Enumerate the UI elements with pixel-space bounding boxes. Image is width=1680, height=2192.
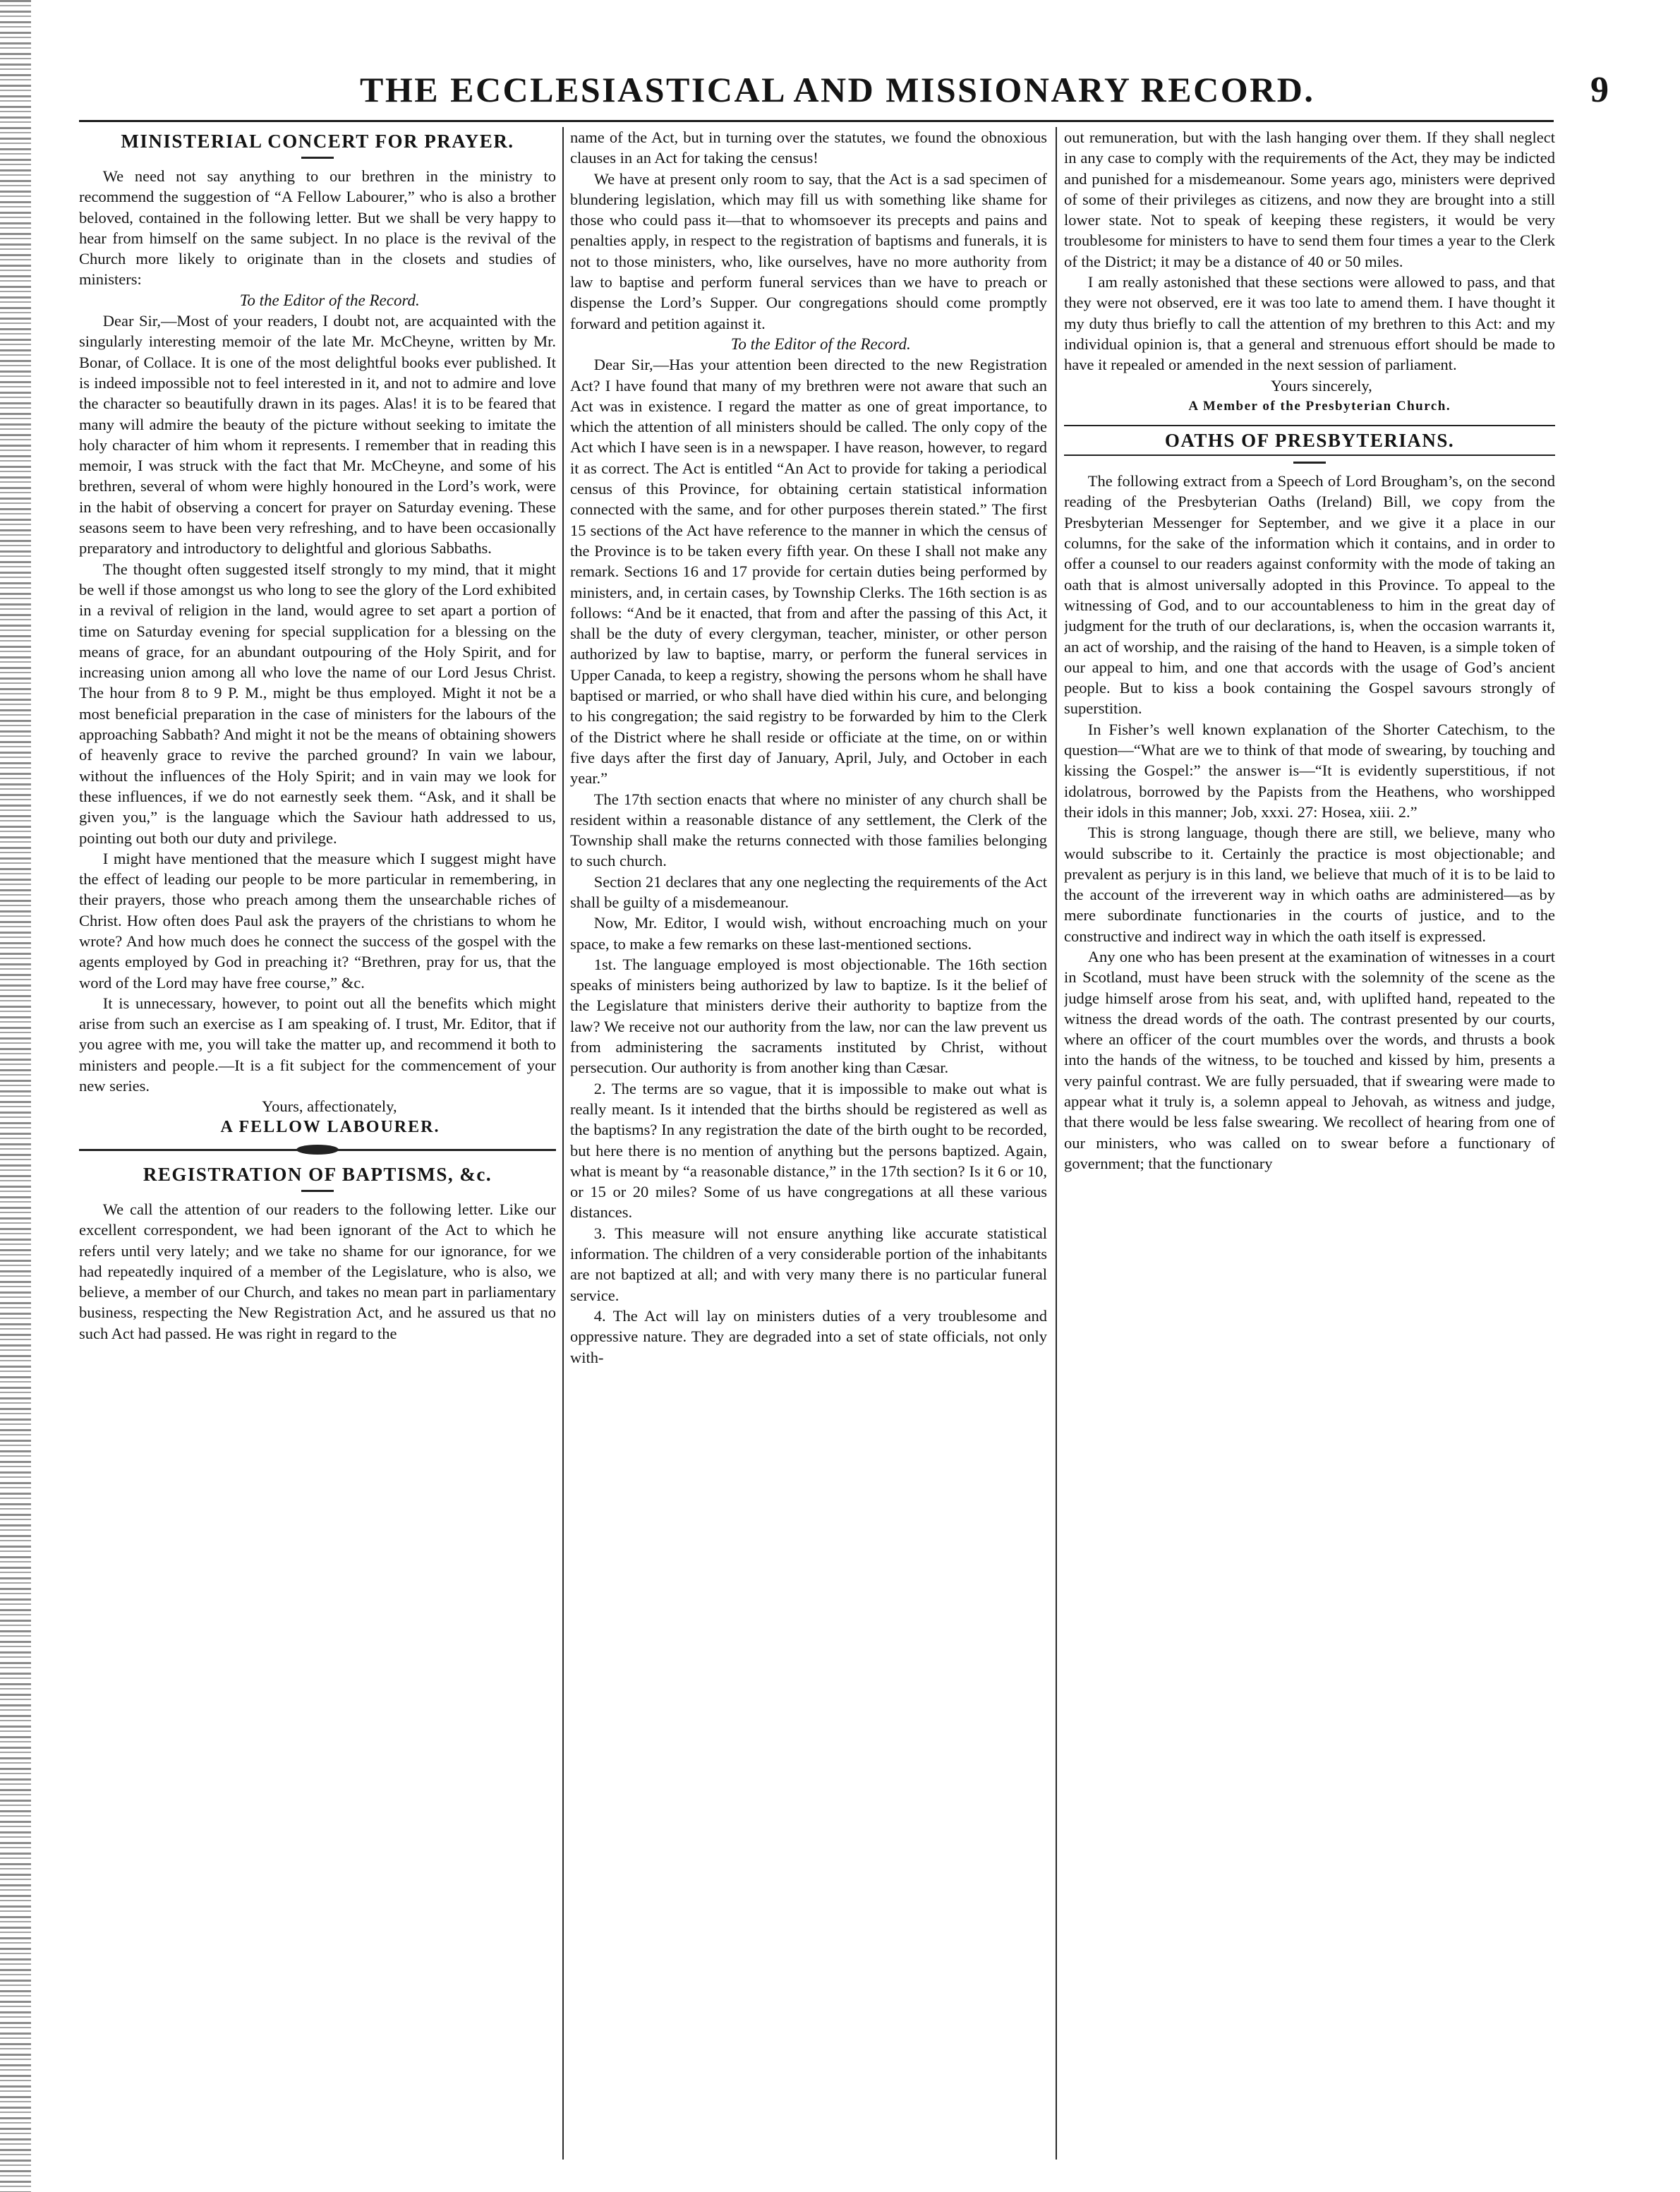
column-3 bbox=[1064, 127, 1555, 1174]
paragraph: 4. The Act will lay on ministers duties of a very troublesome and oppressive nature. They are degraded into a set of state officials, not only with- bbox=[570, 1306, 1047, 1366]
paragraph: Dear Sir,—Most of your readers, I doubt not, are acquainted with the singularly interesting memoir of the late Mr. McCheyne, written by Mr. Bonar, of Collace. It is one of the most delightful books ever published. It is indeed impossible not to feel interested in it, and not to admire and love the character so beautifully drawn in its pages. Alas! it is to be feared that many will admire the beauty of the picture without seeking to imitate the holy character of him whom it represents. I remember that in reading this memoir, I was struck with the fact that Mr. McCheyne, and some of his brethren, several of whom were highly honoured in the Lord’s work, were in the habit of observing a concert for prayer on Saturday evening. These seasons seem to have been very refreshing, and to have been occasionally preparatory and introductory to delightful and glorious Sabbaths. bbox=[79, 312, 556, 558]
heading-dash bbox=[301, 157, 334, 159]
paragraph: The thought often suggested itself strongly to my mind, that it might be well if those amongst us who long to see the glory of the Lord exhibited in a revival of religion in the land, would agree to set apart a portion of time on Saturday evening for special supplication for a blessing on the means of grace, for an abundant outpouring of the Holy Spirit, and for increasing union among all who love the name of our Lord Jesus Christ. The hour from 8 to 9 P. M., might be thus employed. Might it not be a most beneficial preparation in the case of ministers for the labours of the approaching Sabbath? And might it not be the means of obtaining showers of heavenly grace to revive the parched ground? In vain we labour, without the influences of the Holy Spirit; and in vain may we look for these influences, if we do not earnestly seek them. “Ask, and it shall be given you,” is the language which the Saviour hath addressed to us, pointing out both our duty and privilege. bbox=[79, 560, 556, 847]
letter-closing: Yours sincerely, bbox=[1271, 376, 1372, 395]
letter-address: To the Editor of the Record. bbox=[239, 291, 420, 309]
heading-dash bbox=[301, 1190, 334, 1192]
article-heading: MINISTERIAL CONCERT FOR PRAYER. bbox=[121, 131, 514, 152]
paragraph: This is strong language, though there are still, we believe, many who would subscribe to it. Certainly the practice is most objectionable; and prevalent as perjury is in this land, we believe that much of it is to be laid to the account of the irreverent way in which oaths are administered—as by mere subordinate functionaries in the courts of justice, and to the constructive and indirect way in which the oath itself is expressed. bbox=[1064, 824, 1555, 945]
paragraph: I might have mentioned that the measure which I suggest might have the effect of leading our people to be more particular in remembering, in their prayers, those who preach among them the unsearchable riches of Christ. How often does Paul ask the prayers of the christians to whom he wrote? And how much does he connect the success of the gospel with the agents employed by God in preaching it? “Brethren, pray for us, that the word of the Lord may have free course,” &c. bbox=[79, 849, 556, 992]
paragraph: The 17th section enacts that where no minister of any church shall be resident within a reasonable distance of any settlement, the Clerk of the Township shall make the returns connected with those families belonging to such church. bbox=[570, 790, 1047, 870]
column-divider bbox=[562, 127, 564, 2160]
section-divider-ornament bbox=[79, 1145, 556, 1155]
page-header bbox=[49, 69, 1623, 123]
paragraph: 3. This measure will not ensure anything like accurate statistical information. The children of a very considerable portion of the inhabitants are not baptized at all; and with very many there is no particular funeral service. bbox=[570, 1224, 1047, 1304]
letter-address: To the Editor of the Record. bbox=[730, 335, 911, 353]
paragraph: It is unnecessary, however, to point out all the benefits which might arise from such an exercise as I am speaking of. I trust, Mr. Editor, that if you agree with me, you will take the matter up, and recommend it both to ministers and people.—It is a fit subject for the commencement of your new series. bbox=[79, 994, 556, 1095]
paragraph: out remuneration, but with the lash hanging over them. If they shall neglect in any case to comply with the requirements of the Act, they may be indicted and punished for a misdemeanour. Some years ago, ministers were deprived of some of their privileges as citizens, and now they are brought into a still lower state. Not to speak of keeping these registers, it would be very troublesome for ministers to have to send them four times a year to the Clerk of the District; it may be a distance of 40 or 50 miles. bbox=[1064, 128, 1555, 270]
header-rule bbox=[79, 120, 1554, 122]
column-2 bbox=[570, 127, 1047, 1368]
paragraph: Any one who has been present at the examination of witnesses in a court in Scotland, must have been struck with the solemnity of the scene as the judge himself arose from his seat, and, with uplifted hand, repeated to the witness the dread words of the oath. The contrast presented by our courts, where an officer of the court mumbles over the words, and thrusts a book into the hands of the witness, to be touched and kissed by him, presents a very painful contrast. We are fully persuaded, that if swearing were made to appear what it truly is, a solemn appeal to Jehovah, as witness and judge, that there would be less false swearing. We recollect of hearing from one of our ministers, who was called on to swear before a functionary of government; that the functionary bbox=[1064, 947, 1555, 1172]
paragraph: 1st. The language employed is most objectionable. The 16th section speaks of ministers being authorized by law to baptize. Is it the belief of the Legislature that ministers derive their authority to baptize from the law? We receive not our authority from the law, nor can the law prevent us from administering the sacraments instituted by Christ, without persecution. Our authority is from another king than Cæsar. bbox=[570, 955, 1047, 1077]
heading-dash bbox=[1293, 462, 1326, 464]
paragraph: 2. The terms are so vague, that it is impossible to make out what is really meant. Is it intended that the births should be registered as well as the baptisms? In any registration the date of the birth ought to be recorded, but here there is no mention of anything but the persons baptized. Again, what is meant by “a reasonable distance,” in the 17th section? Is it 6 or 10, or 15 or 20 miles? Some of us have congregations at all these various distances. bbox=[570, 1079, 1047, 1222]
column-1 bbox=[79, 127, 556, 1344]
article-heading: OATHS OF PRESBYTERIANS. bbox=[1064, 425, 1555, 456]
paragraph: Now, Mr. Editor, I would wish, without encroaching much on your space, to make a few remarks on these last-mentioned sections. bbox=[570, 914, 1047, 953]
paragraph: Dear Sir,—Has your attention been directed to the new Registration Act? I have found that many of my brethren were not aware that such an Act was in existence. I regard the matter as one of great importance, to which the attention of all ministers should be called. The only copy of the Act which I have seen is in a newspaper. I have reason, however, to regard it as correct. The Act is entitled “An Act to provide for taking a periodical census of this Province, for obtaining certain statistical information connected with the same, and for other purposes therein stated.” The first 15 sections of the Act have reference to the manner in which the census of the Province is to be taken every fifth year. On these I shall not make any remark. Sections 16 and 17 provide for certain duties being performed by ministers, and, in certain cases, by Township Clerks. The 16th section is as follows: “And be it enacted, that from and after the passing of this Act, it shall be the duty of every clergyman, teacher, minister, or other person authorized by law to baptise, marry, or perform the funeral services in Upper Canada, to keep a registry, showing the persons whom he shall have baptised or married, or who shall have died within his cure, and belonging to his congregation; the said registry to be forwarded by him to the Clerk of the District where he shall reside or officiate at the time, on or within five days after the first day of January, April, July, and October in each year.” bbox=[570, 356, 1047, 788]
running-title: THE ECCLESIASTICAL AND MISSIONARY RECORD. bbox=[360, 70, 1315, 109]
page-number: 9 bbox=[1590, 70, 1609, 110]
paragraph: The following extract from a Speech of Lord Brougham’s, on the second reading of the Presbyterian Oaths (Ireland) Bill, we copy from the Presbyterian Messenger for September, and we give it a place in our columns, for the sake of the information which it contains, and in order to offer a counsel to our readers against conformity with the mode of taking an oath that is almost universally adopted in this Province. To appeal to the witnessing of God, and to our accountableness to him in the great day of judgment for the truth of our declarations, is, when the occasion warrants it, an act of worship, and the raising of the hand to Heaven, is a simple token of our appeal to him, and one that accords with the usage of God’s ancient people. But to kiss a book containing the Gospel savours strongly of superstition. bbox=[1064, 472, 1555, 718]
paragraph: We call the attention of our readers to the following letter. Like our excellent correspondent, we had been ignorant of the Act to which he refers until very lately; and we take no shame for our ignorance, for we had repeatedly inquired of a member of the Legislature, who is also, we believe, a member of our Church, and takes no mean part in parliamentary business, respecting the New Registration Act, and he assured us that no such Act had passed. He was right in regard to the bbox=[79, 1200, 556, 1342]
article-heading: REGISTRATION OF BAPTISMS, &c. bbox=[143, 1163, 492, 1185]
paragraph: Section 21 declares that any one neglecting the requirements of the Act shall be guilty of a misdemeanour. bbox=[570, 872, 1047, 911]
paragraph: I am really astonished that these sections were allowed to pass, and that they were not observed, ere it was too late to amend them. I have thought it my duty thus briefly to call the attention of my brethren to this Act: and my individual opinion is, that a general and strenuous effort should be made to have it repealed or amended in the next session of parliament. bbox=[1064, 273, 1555, 374]
paragraph: We have at present only room to say, that the Act is a sad specimen of blundering legislation, which may fill us with something like shame for those who could pass it—that to whomsoever its precepts and pains and penalties apply, in respect to the registration of baptisms and funerals, it is not to those ministers, who, like ourselves, have no more authority from law to baptise and perform funeral services than we have to preach or dispense the Lord’s Supper. Our congregations should come promptly forward and petition against it. bbox=[570, 169, 1047, 332]
paragraph: We need not say anything to our brethren in the ministry to recommend the suggestion of “A Fellow Labourer,” who is also a brother beloved, contained in the following letter. But we shall be very happy to hear from himself on the same subject. In no place is the revival of the Church more likely to originate than in the closets and studies of ministers: bbox=[79, 167, 556, 289]
letter-closing: Yours, affectionately, bbox=[262, 1097, 397, 1116]
letter-signature: A FELLOW LABOURER. bbox=[220, 1117, 440, 1136]
scanned-binding-edge bbox=[0, 0, 31, 2192]
paragraph: name of the Act, but in turning over the statutes, we found the obnoxious clauses in an Act for taking the census! bbox=[570, 128, 1047, 167]
letter-signature: A Member of the Presbyterian Church. bbox=[1188, 398, 1451, 414]
column-divider bbox=[1056, 127, 1057, 2160]
paragraph: In Fisher’s well known explanation of the Shorter Catechism, to the question—“What are we to think of that mode of swearing, by touching and kissing the Gospel:” the answer is—“It is evidently superstitious, if not idolatrous, borrowed by the Papists from the Heathens, who worshipped their idols in this manner; Job, xxxi. 27: Hosea, xiii. 2.” bbox=[1064, 720, 1555, 821]
